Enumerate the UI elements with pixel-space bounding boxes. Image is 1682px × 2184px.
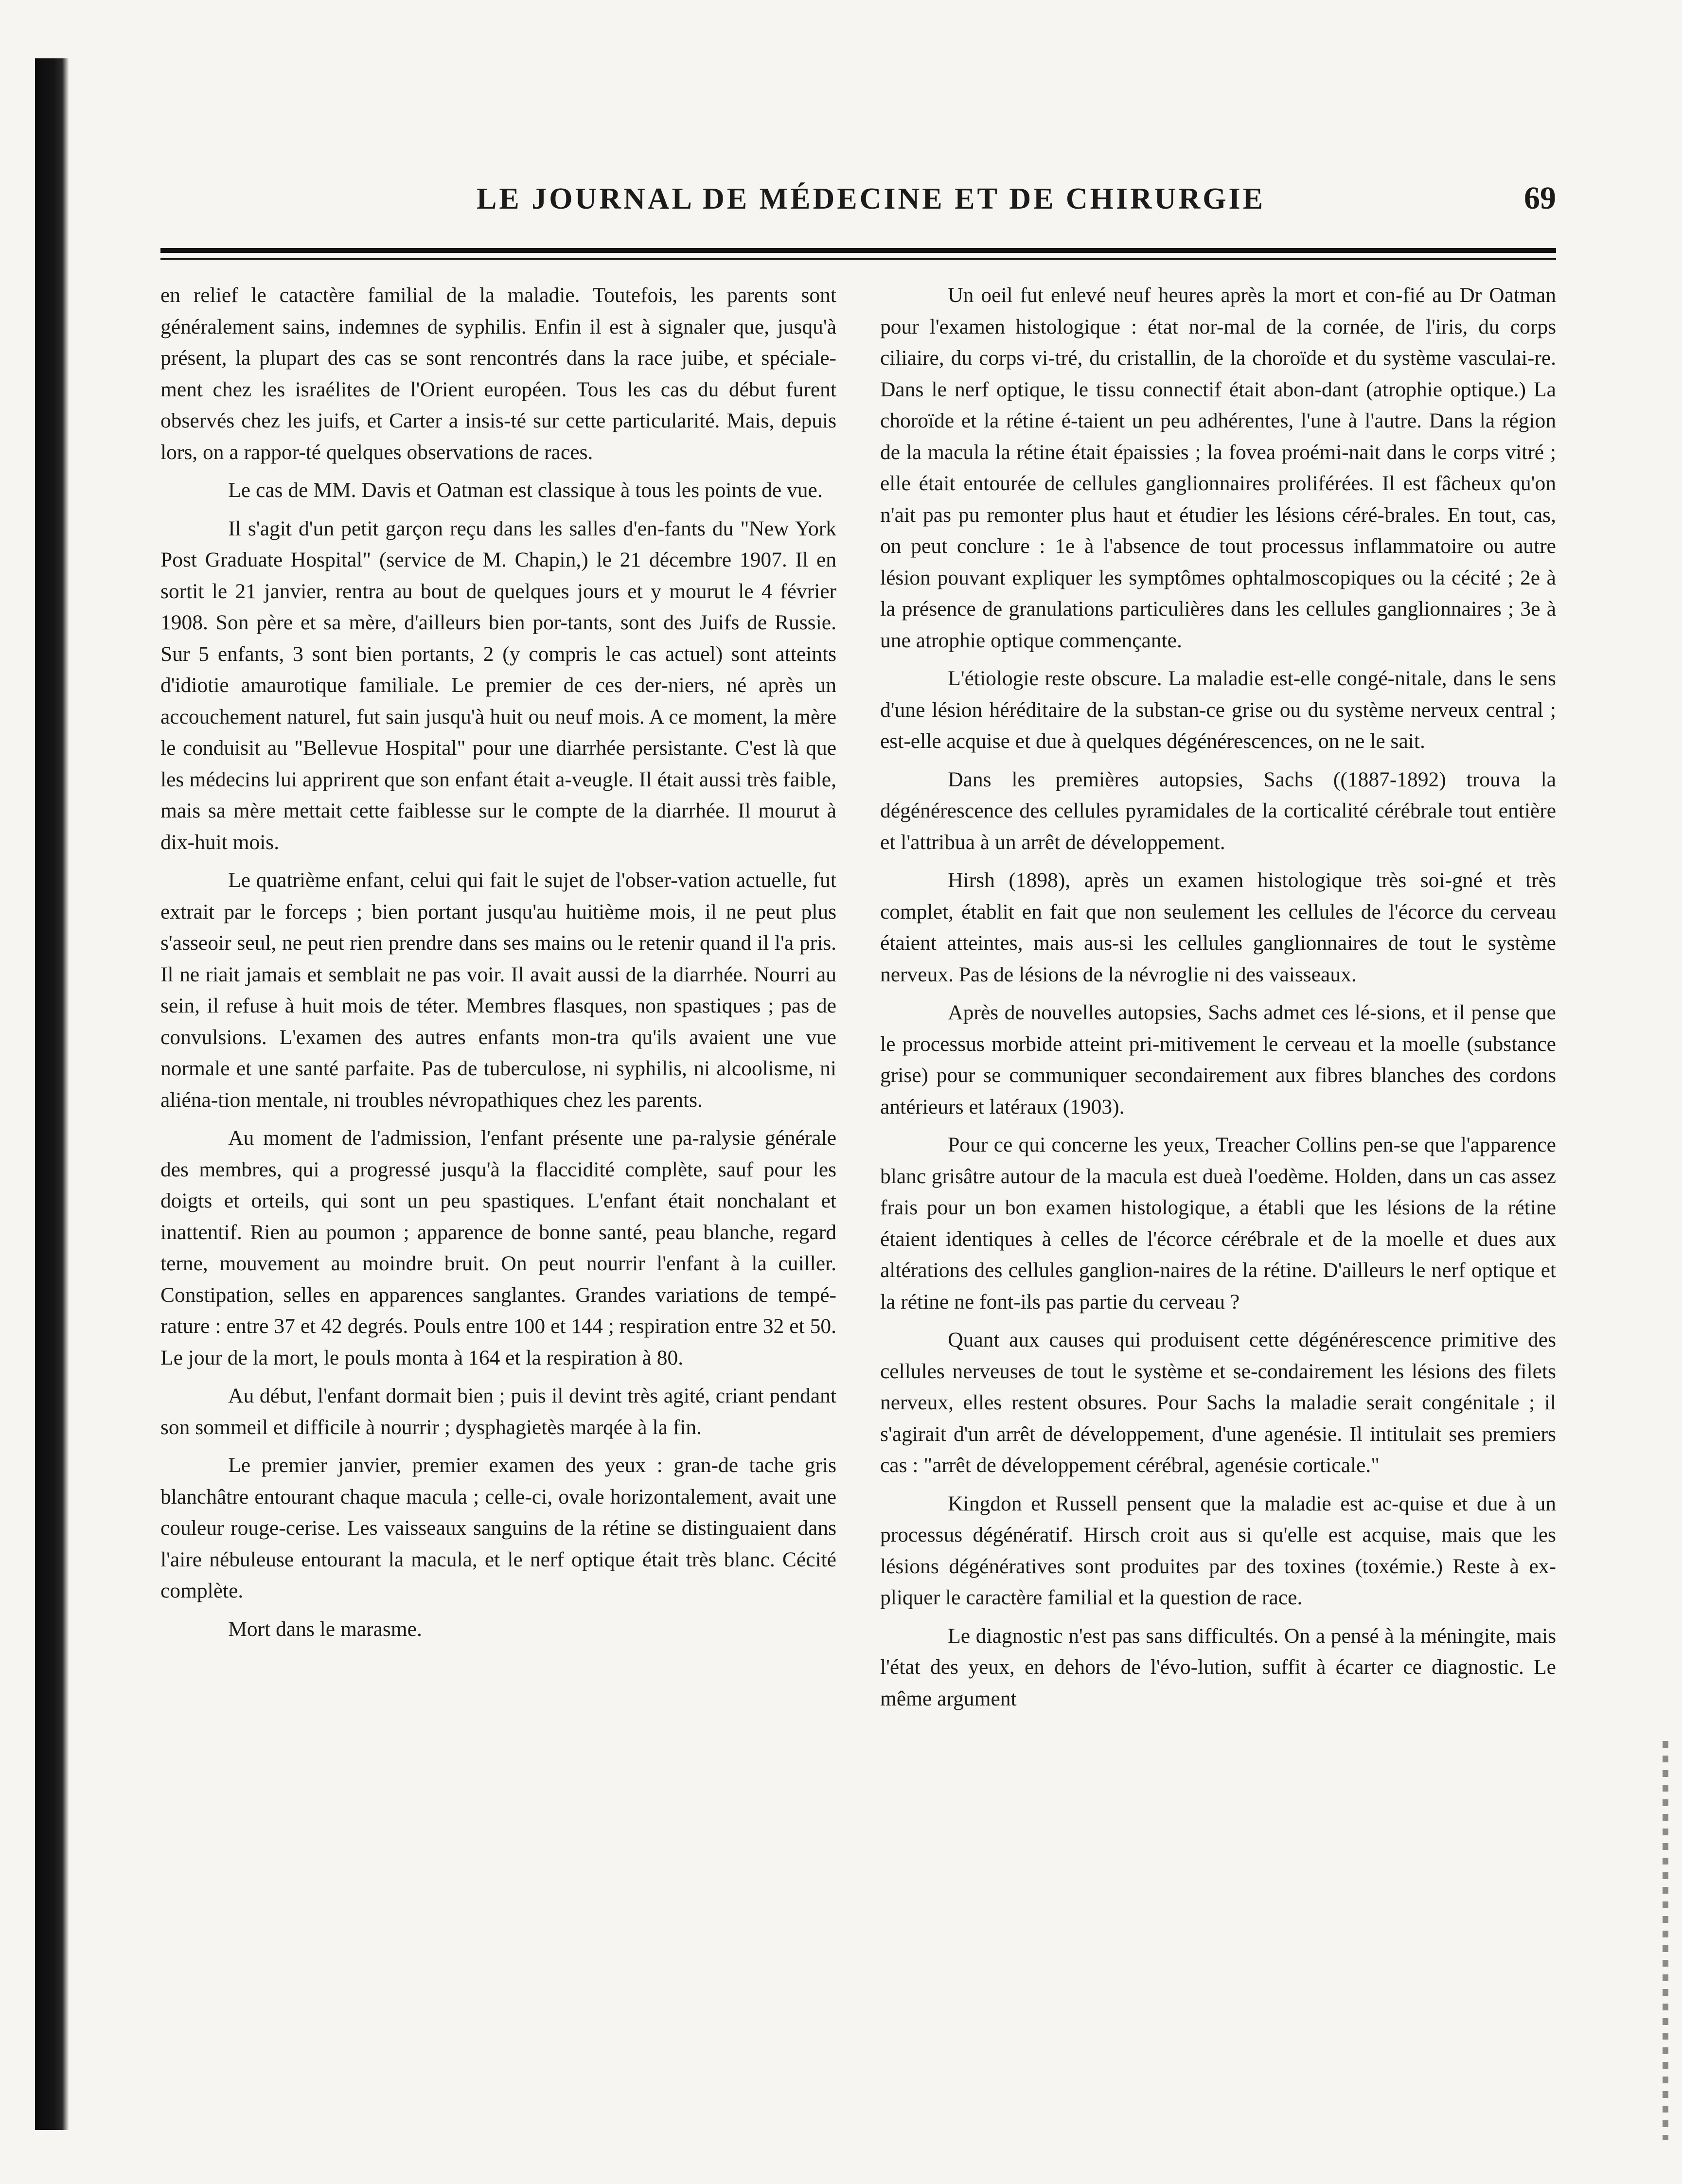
scan-binding-shadow <box>35 58 69 2130</box>
page-header <box>160 175 1556 233</box>
paragraph: Le diagnostic n'est pas sans difficultés. On a pensé à la méningite, mais l'état des yeux, en dehors de l'évo-lution, suffit à écarter ce diagnostic. Le même argument <box>880 1624 1556 1710</box>
header-rule-thin <box>160 258 1556 260</box>
paragraph: Au moment de l'admission, l'enfant présente une pa-ralysie générale des membres, qui a progressé jusqu'à la flaccidité complète, sauf pour les doigts et orteils, qui sont un peu spastiques. L'enfant était nonchalant et inattentif. Rien au poumon ; apparence de bonne santé, peau blanche, regard terne, mouvement au moindre bruit. On peut nourrir l'enfant à la cuiller. Constipation, selles en apparences sanglantes. Grandes variations de tempé-rature : entre 37 et 42 degrés. Pouls entre 100 et 144 ; respiration entre 32 et 50. Le jour de la mort, le pouls monta à 164 et la respiration à 80. <box>160 1126 836 1369</box>
paragraph: Le cas de MM. Davis et Oatman est classique à tous les points de vue. <box>228 479 823 502</box>
paragraph: Pour ce qui concerne les yeux, Treacher Collins pen-se que l'apparence blanc grisâtre autour de la macula est dueà l'oedème. Holden, dans un cas assez frais pour un bon examen histologique, a établi que les lésions de la rétine étaient identiques à celles de l'écorce cérébrale et de la moelle et dues aux altérations des cellules ganglion-naires de la rétine. D'ailleurs le nerf optique et la rétine ne font-ils pas partie du cerveau ? <box>880 1133 1556 1314</box>
paragraph: Le quatrième enfant, celui qui fait le sujet de l'obser-vation actuelle, fut extrait par le forceps ; bien portant jusqu'au huitième mois, il ne peut plus s'asseoir seul, ne peut rien prendre dans ses mains ou le retenir quand il l'a pris. Il ne riait jamais et semblait ne pas voir. Il avait aussi de la diarrhée. Nourri au sein, il refuse à huit mois de téter. Membres flasques, non spastiques ; pas de convulsions. L'examen des autres enfants mon-tra qu'ils avaient une vue normale et une santé parfaite. Pas de tuberculose, ni syphilis, ni alcoolisme, ni aliéna-tion mentale, ni troubles névropathiques chez les parents. <box>160 869 836 1112</box>
paragraph: Quant aux causes qui produisent cette dégénérescence primitive des cellules nerveuses de tout le système et se-condairement les lésions des filets nerveux, elles restent obsures. Pour Sachs la maladie serait congénitale ; il s'agirait d'un arrêt de développement, d'une agenésie. Il intitulait ses premiers cas : "arrêt de développement cérébral, agenésie corticale." <box>880 1328 1556 1477</box>
paragraph: Dans les premières autopsies, Sachs ((1887-1892) trouva la dégénérescence des cellules pyramidales de la corticalité cérébrale tout entière et l'attribua à un arrêt de développement. <box>880 767 1556 854</box>
paragraph: Il s'agit d'un petit garçon reçu dans les salles d'en-fants du "New York Post Graduate Hospital" (service de M. Chapin,) le 21 décembre 1907. Il en sortit le 21 janvier, rentra au bout de quelques jours et y mourut le 4 février 1908. Son père et sa mère, d'ailleurs bien por-tants, sont des Juifs de Russie. Sur 5 enfants, 3 sont bien portants, 2 (y compris le cas actuel) sont atteints d'idiotie amaurotique familiale. Le premier de ces der-niers, né après un accouchement naturel, fut sain jusqu'à huit ou neuf mois. A ce moment, la mère le conduisit au "Bellevue Hospital" pour une diarrhée persistante. C'est là que les médecins lui apprirent que son enfant était a-veugle. Il était aussi très faible, mais sa mère mettait cette faiblesse sur le compte de la diarrhée. Il mourut à dix-huit mois. <box>160 516 836 854</box>
paragraph: Le premier janvier, premier examen des yeux : gran-de tache gris blanchâtre entourant chaque macula ; celle-ci, ovale horizontalement, avait une couleur rouge-cerise. Les vaisseaux sanguins de la rétine se distinguaient dans l'aire nébuleuse entourant la macula, et le nerf optique était très blanc. Cécité complète. <box>160 1454 836 1602</box>
paragraph: Kingdon et Russell pensent que la maladie est ac-quise et due à un processus dégénératif. Hirsch croit aus si qu'elle est acquise, mais que les lésions dégénératives sont produites par des toxines (toxémie.) Reste à ex-pliquer le caractère familial et la question de race. <box>880 1492 1556 1609</box>
paragraph: L'étiologie reste obscure. La maladie est-elle congé-nitale, dans le sens d'une lésion héréditaire de la substan-ce grise ou du système nerveux central ; est-elle acquise et due à quelques dégénérescences, on ne le sait. <box>880 667 1556 753</box>
paragraph: Un oeil fut enlevé neuf heures après la mort et con-fié au Dr Oatman pour l'examen histologique : état nor-mal de la cornée, de l'iris, du corps ciliaire, du corps vi-tré, du cristallin, de la choroïde et du système vasculai-re. Dans le nerf optique, le tissu connectif était abon-dant (atrophie optique.) La choroïde et la rétine é-taient un peu adhérentes, l'une à l'autre. Dans la région de la macula la rétine était épaissies ; la fovea proémi-nait dans le corps vitré ; elle était entourée de cellules ganglionnaires proliférées. Il est fâcheux qu'on n'ait pas pu remonter plus haut et étudier les lésions céré-brales. En tout, cas, on peut conclure : 1e à l'absence de tout processus inflammatoire ou autre lésion pouvant expliquer les symptômes ophtalmoscopiques ou la cécité ; 2e à la présence de granulations particulières dans les cellules ganglionnaires ; 3e à une atrophie optique commençante. <box>880 284 1556 652</box>
page-number: 69 <box>1524 180 1556 216</box>
paragraph: Hirsh (1898), après un examen histologique très soi-gné et très complet, établit en fait que non seulement les cellules de l'écorce du cerveau étaient atteintes, mais aus-si les cellules ganglionnaires de tout le système nerveux. Pas de lésions de la névroglie ni des vaisseaux. <box>880 869 1556 986</box>
paragraph: Mort dans le marasme. <box>228 1617 422 1641</box>
scan-edge-artifact <box>1663 1741 1668 2140</box>
paragraph: Après de nouvelles autopsies, Sachs admet ces lé-sions, et il pense que le processus morbide atteint pri-mitivement le cerveau et la moelle (substance grise) pour se communiquer secondairement aux fibres blanches des cordons antérieurs et latéraux (1903). <box>880 1001 1556 1119</box>
running-head: LE JOURNAL DE MÉDECINE ET DE CHIRURGIE <box>477 182 1265 215</box>
left-column <box>160 280 836 1651</box>
header-rule-thick <box>160 248 1556 253</box>
right-column <box>880 280 1556 1721</box>
paragraph: Au début, l'enfant dormait bien ; puis il devint très agité, criant pendant son sommeil et difficile à nourrir ; dysphagietès marqée à la fin. <box>160 1384 836 1439</box>
paragraph: en relief le catactère familial de la maladie. Toutefois, les parents sont généralement sains, indemnes de syphilis. Enfin il est à signaler que, jusqu'à présent, la plupart des cas se sont rencontrés dans la race juibe, et spéciale-ment chez les israélites de l'Orient européen. Tous les cas du début furent observés chez les juifs, et Carter a insis-té sur cette particularité. Mais, depuis lors, on a rappor-té quelques observations de races. <box>160 284 836 464</box>
